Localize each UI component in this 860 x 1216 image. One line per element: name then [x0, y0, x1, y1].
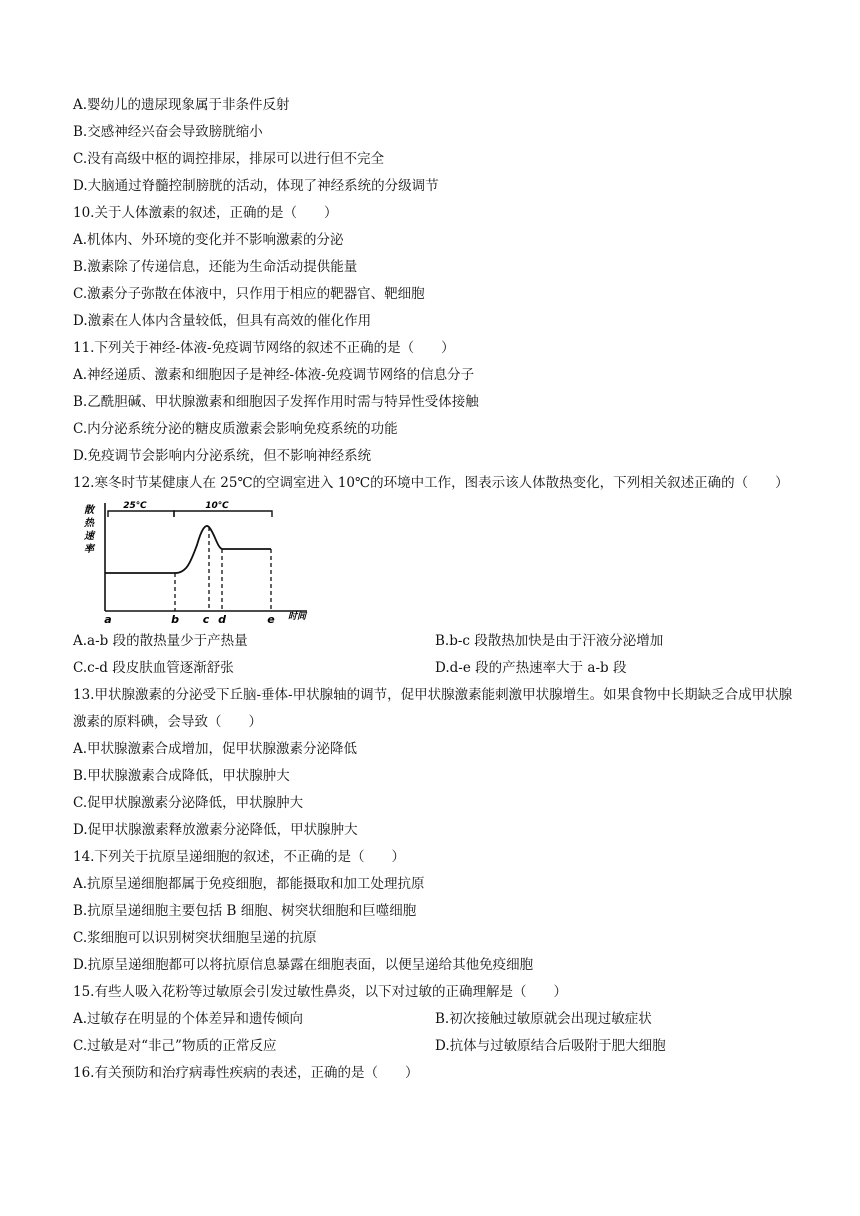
- point-label-c: c: [202, 613, 210, 626]
- q15-option-c: C.过敏是对“非己”物质的正常反应: [73, 1038, 277, 1054]
- heat-dissipation-curve: [105, 526, 271, 573]
- heat-dissipation-graph: [75, 499, 315, 627]
- q14-option-b: B.抗原呈递细胞主要包括 B 细胞、树突状细胞和巨噬细胞: [73, 903, 417, 919]
- q12-options-row-2: [73, 655, 798, 682]
- q15-stem: 15.有些人吸入花粉等过敏原会引发过敏性鼻炎，以下对过敏的正确理解是（ ）: [73, 984, 567, 1000]
- question-10: [73, 200, 798, 335]
- q13-stem: 13.甲状腺激素的分泌受下丘脑-垂体-甲状腺轴的调节，促甲状腺激素能刺激甲状腺增生。如果食物中长期缺乏合成甲状腺激素的原料碘，会导致（ ）: [73, 687, 793, 730]
- y-label-char-3: 速: [84, 531, 94, 542]
- q11-option-b: B.乙酰胆碱、甲状腺激素和细胞因子发挥作用时需与特异性受体接触: [73, 394, 479, 410]
- q16-stem: 16.有关预防和治疗病毒性疾病的表述，正确的是（ ）: [73, 1065, 419, 1081]
- q13-option-d: D.促甲状腺激素释放激素分泌降低，甲状腺肿大: [73, 822, 358, 838]
- q13-option-a: A.甲状腺激素合成增加，促甲状腺激素分泌降低: [73, 741, 358, 757]
- y-label-char-1: 散: [84, 505, 94, 516]
- q10-option-b: B.激素除了传递信息，还能为生命活动提供能量: [73, 259, 358, 275]
- y-label-char-4: 率: [84, 544, 94, 555]
- question-12: [73, 470, 798, 682]
- point-label-a: a: [104, 613, 112, 626]
- bracket-25c-label: 25℃: [123, 501, 147, 511]
- y-label-char-2: 热: [84, 518, 94, 529]
- point-label-b: b: [171, 613, 179, 626]
- q10-option-a: A.机体内、外环境的变化并不影响激素的分泌: [73, 232, 344, 248]
- exam-page: [73, 92, 798, 1087]
- q11-option-a: A.神经递质、激素和细胞因子是神经-体液-免疫调节网络的信息分子: [73, 367, 475, 383]
- q11-option-d: D.免疫调节会影响内分泌系统，但不影响神经系统: [73, 448, 372, 464]
- q9-option-d: D.大脑通过脊髓控制膀胱的活动，体现了神经系统的分级调节: [73, 178, 439, 194]
- q12-option-d: D.d-e 段的产热速率大于 a-b 段: [435, 660, 627, 676]
- bracket-25c: [108, 511, 174, 517]
- q12-options-row-1: [73, 628, 798, 655]
- question-11: [73, 335, 798, 470]
- q14-option-c: C.浆细胞可以识别树突状细胞呈递的抗原: [73, 930, 317, 946]
- question-14: [73, 844, 798, 979]
- q15-option-d: D.抗体与过敏原结合后吸附于肥大细胞: [435, 1038, 666, 1054]
- q13-option-b: B.甲状腺激素合成降低，甲状腺肿大: [73, 768, 290, 784]
- bracket-10c-label: 10℃: [205, 501, 229, 511]
- q9-option-b: B.交感神经兴奋会导致膀胱缩小: [73, 124, 263, 140]
- question-16: [73, 1060, 798, 1087]
- question-9-options: [73, 92, 798, 200]
- q9-option-a: A.婴幼儿的遗尿现象属于非条件反射: [73, 97, 290, 113]
- bracket-10c: [174, 511, 272, 517]
- q15-options-row-2: [73, 1033, 798, 1060]
- question-13: [73, 682, 798, 844]
- q12-option-c: C.c-d 段皮肤血管逐渐舒张: [73, 660, 234, 676]
- q15-options-row-1: [73, 1006, 798, 1033]
- q11-option-c: C.内分泌系统分泌的糖皮质激素会影响免疫系统的功能: [73, 421, 398, 437]
- q10-stem: 10.关于人体激素的叙述，正确的是（ ）: [73, 205, 338, 221]
- q10-option-d: D.激素在人体内含量较低，但具有高效的催化作用: [73, 313, 372, 329]
- point-label-e: e: [267, 613, 275, 626]
- q12-option-a: A.a-b 段的散热量少于产热量: [73, 633, 248, 649]
- q14-option-a: A.抗原呈递细胞都属于免疫细胞，都能摄取和加工处理抗原: [73, 876, 425, 892]
- point-label-d: d: [218, 613, 226, 626]
- q12-stem: 12.寒冬时节某健康人在 25℃的空调室进入 10℃的环境中工作，图表示该人体散热变化，下列相关叙述正确的（ ）: [73, 475, 789, 491]
- q11-stem: 11.下列关于神经-体液-免疫调节网络的叙述不正确的是（ ）: [73, 340, 455, 356]
- q14-stem: 14.下列关于抗原呈递细胞的叙述，不正确的是（ ）: [73, 849, 405, 865]
- x-axis-label: 时间: [287, 612, 307, 622]
- q14-option-d: D.抗原呈递细胞都可以将抗原信息暴露在细胞表面，以便呈递给其他免疫细胞: [73, 957, 534, 973]
- question-15: [73, 979, 798, 1060]
- q9-option-c: C.没有高级中枢的调控排尿，排尿可以进行但不完全: [73, 151, 385, 167]
- q12-option-b: B.b-c 段散热加快是由于汗液分泌增加: [435, 633, 664, 649]
- q13-option-c: C.促甲状腺激素分泌降低，甲状腺肿大: [73, 795, 304, 811]
- q15-option-a: A.过敏存在明显的个体差异和遗传倾向: [73, 1011, 304, 1027]
- q10-option-c: C.激素分子弥散在体液中，只作用于相应的靶器官、靶细胞: [73, 286, 425, 302]
- q15-option-b: B.初次接触过敏原就会出现过敏症状: [435, 1011, 652, 1027]
- heat-dissipation-figure: [75, 499, 798, 627]
